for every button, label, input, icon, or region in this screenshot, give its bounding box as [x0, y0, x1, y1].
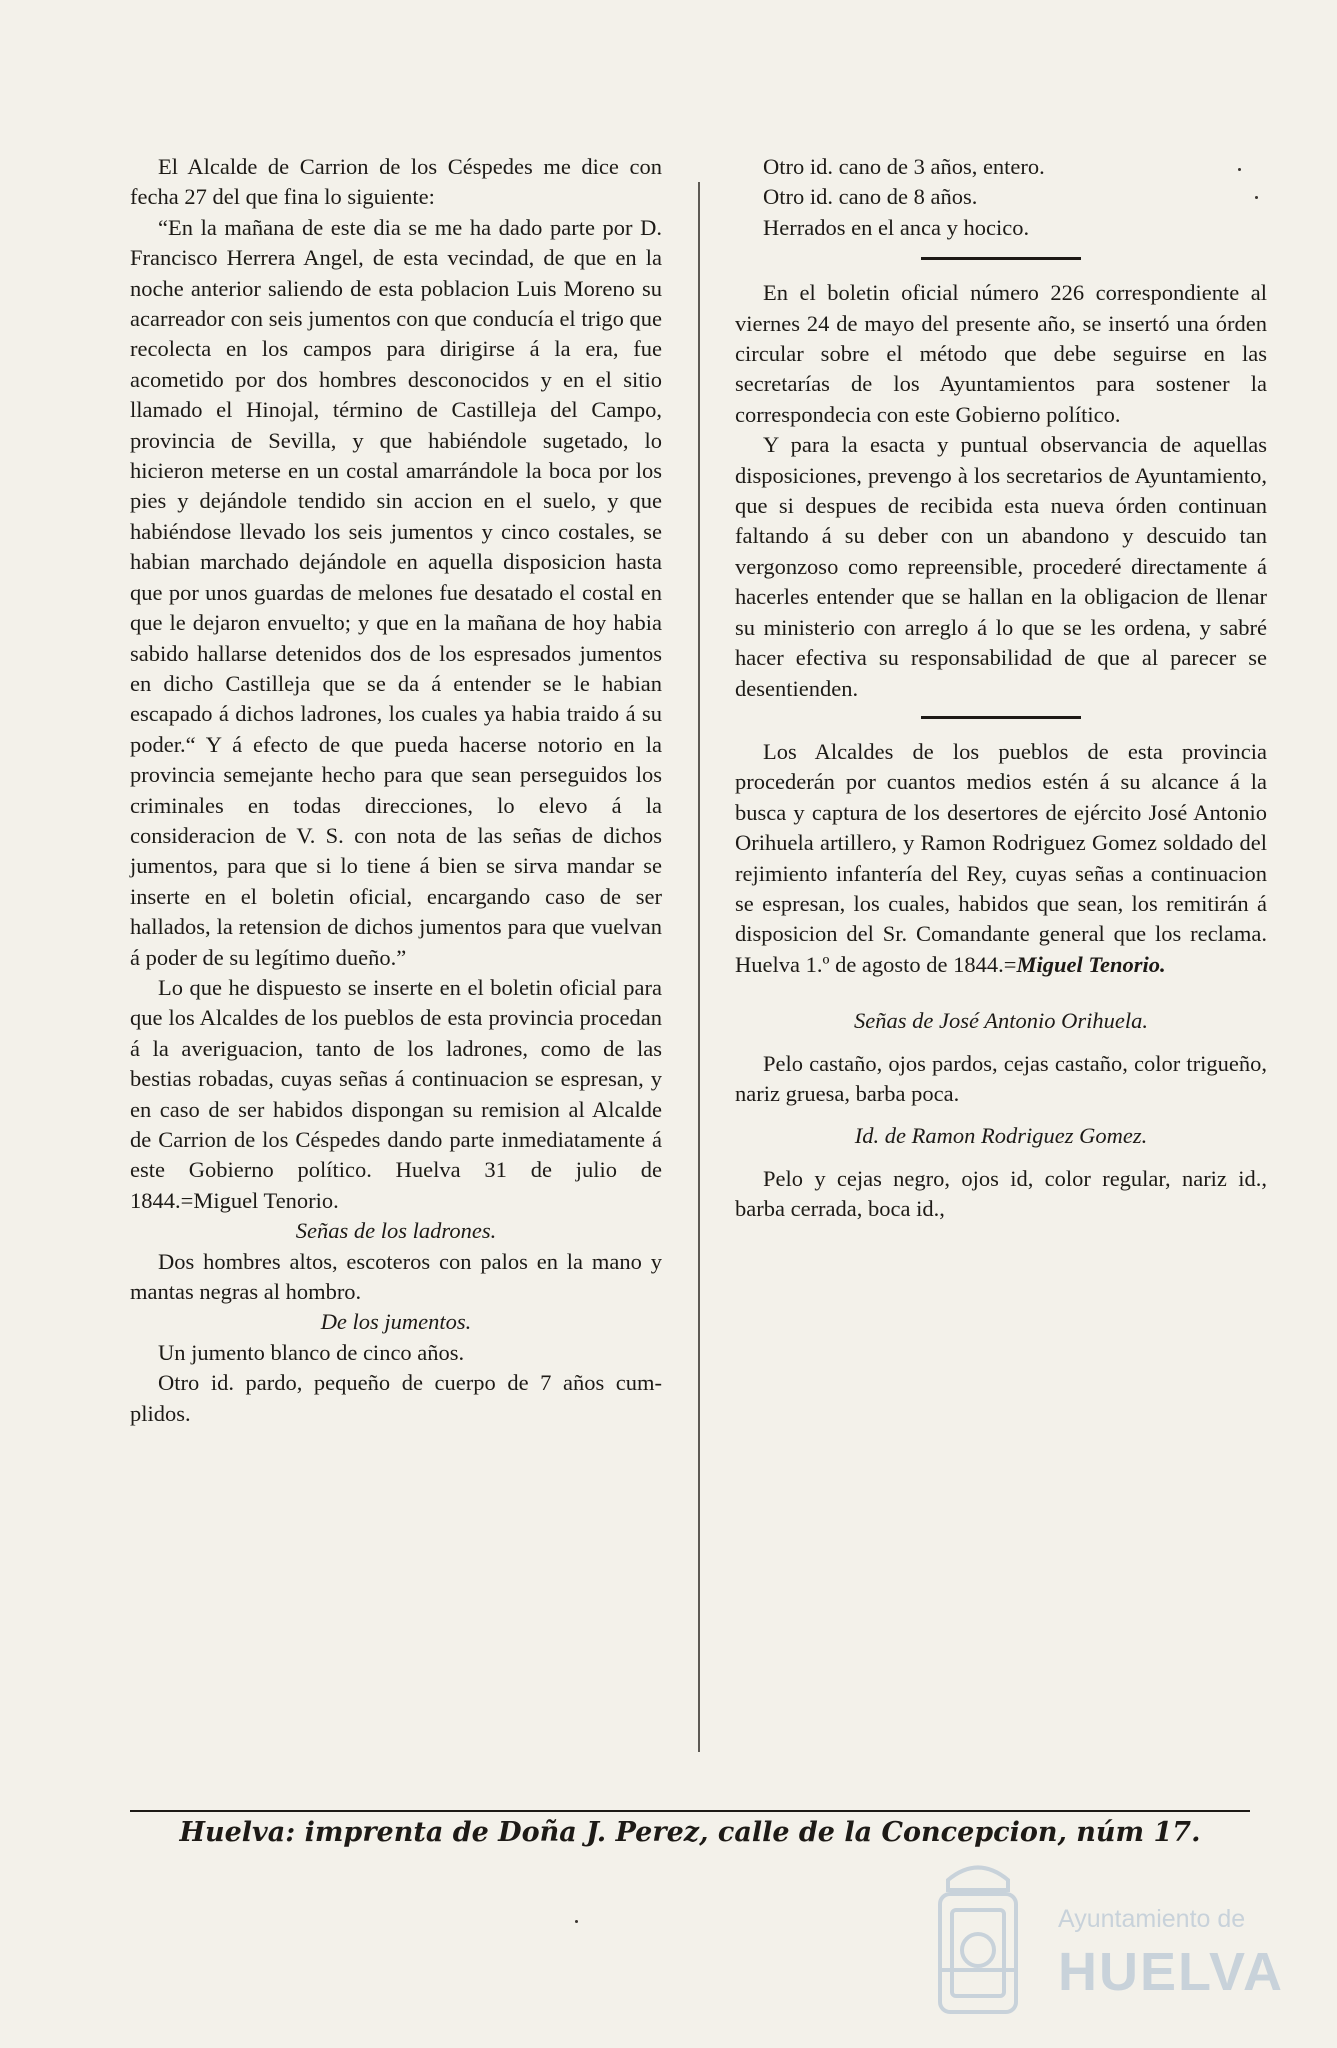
- heading-donkeys: De los jumentos.: [320, 1309, 472, 1335]
- branding-note: Herrados en el anca y hocico.: [763, 214, 1030, 240]
- printer-imprint: Huelva: imprenta de Doña J. Perez, calle de la Concepcion, núm 17.: [179, 1817, 1201, 1848]
- heading-thieves: Señas de los ladrones.: [295, 1218, 497, 1244]
- archive-watermark: [918, 1845, 1284, 2045]
- donkey-item: Otro id. cano de 3 años, entero.: [763, 154, 1045, 179]
- heading-rodriguez: Id. de Ramon Rodriguez Gomez.: [854, 1123, 1148, 1149]
- donkey-item: Un jumento blanco de cinco años.: [158, 1339, 465, 1365]
- donkey-item: Otro id. pardo, pequeño de cuerpo de 7 años cum-plidos.: [130, 1370, 662, 1426]
- orihuela-description: Pelo castaño, ojos pardos, cejas castaño, color trigueño, nariz gruesa, barba poca.: [735, 1050, 1267, 1106]
- paper-speck: [1255, 196, 1258, 199]
- governor-order: Lo que he dispuesto se inserte en el boletin oficial para que los Alcaldes de los pueblos de esta provincia procedan á la averiguacion, tanto de los ladrones, como de las bestias robadas, cuyas señas á continuacion se espresan, y en caso de ser habidos dispongan su remision al Alcalde de Carrion de los Céspedes dando parte inmediatamente á este Gobierno político. Huelva 31 de julio de 1844.=Miguel Tenorio.: [130, 974, 662, 1213]
- coat-of-arms-icon: [918, 1850, 1038, 2040]
- section-rule: [921, 257, 1081, 260]
- paper-speck: [575, 1920, 578, 1923]
- donkey-item: Otro id. cano de 8 años.: [763, 184, 978, 210]
- right-column: [735, 152, 1267, 1225]
- deserters-signature: Miguel Tenorio.: [1016, 951, 1166, 977]
- section-rule: [921, 716, 1081, 719]
- boletin-paragraph: En el boletin oficial número 226 correspondiente al viernes 24 de mayo del presente año, se insertó una órden circular sobre el método que debe seguirse en las secretarías de los Ayuntamientos para sostener la correspondecia con este Gobierno político.: [735, 280, 1267, 427]
- paper-speck: [1238, 168, 1241, 171]
- deserters-text: Los Alcaldes de los pueblos de esta provincia procederán por cuantos medios estén á su alcance á la busca y captura de los desertores de ejército José Antonio Orihuela artillero, y Ramon Rodriguez Gomez soldado del rejimiento infantería del Rey, cuyas señas a continuacion se espresan, los cuales, habidos que sean, los remitirán á disposicion del Sr. Comandante general que los reclama. Huelva 1.º de agosto de 1844.=: [735, 738, 1267, 977]
- deserters-paragraph: [735, 737, 1267, 980]
- rodriguez-description: Pelo y cejas negro, ojos id, color regular, nariz id., barba cerrada, boca id.,: [735, 1165, 1267, 1222]
- column-divider: [698, 182, 700, 1752]
- left-column: [130, 152, 662, 1429]
- secretaries-paragraph: Y para la esacta y puntual observancia de aquellas disposiciones, prevengo à los secretarios de Ayuntamiento, que si despues de recibida esta nueva órden continuan faltando á su deber con un abandono y descuido tan vergonzoso como repreensible, procederé directamente á hacerles entender que se hallan en la obligacion de llenar su ministerio con arreglo á lo que se les ordena, y sabré hacer efectiva su responsabilidad de que al parecer se desentienden.: [735, 432, 1267, 701]
- quoted-report: “En la mañana de este dia se me ha dado parte por D. Francisco Herrera Angel, de esta vecindad, de que en la noche anterior saliendo de esta poblacion Luis Moreno su acarreador con seis jumentos con que conducía el trigo que recolecta en los campos para dirigirse á la era, fue acometido por dos hombres desconocidos y en el sitio llamado el Hinojal, término de Castilleja del Campo, provincia de Sevilla, y que habiéndole sugetado, lo hicieron meterse en un costal amarrándole la boca por los pies y dejándole tendido sin accion en el suelo, y que habiéndose llevado los seis jumentos y cinco costales, se habian marchado dejándole en aquella disposicion hasta que por unos guardas de melones fue desatado el costal en que le dejaron envuelto; y que en la mañana de hoy habia sabido hallarse detenidos dos de los espresados jumentos en dicho Castilleja que se da á entender se le habian escapado á dichos ladrones, los cuales ya habia traido á su poder.“ Y á efecto de que pueda hacerse notorio en la provincia semejante hecho para que sean perseguidos los criminales en todas direcciones, lo elevo á la consideracion de V. S. con nota de las señas de dichos jumentos, para que si lo tiene á bien se sirva mandar se inserte en el boletin oficial, encargando caso de ser hallados, la retension de dichos jumentos para que vuelvan á poder de su legítimo dueño.”: [130, 214, 662, 970]
- intro-paragraph: El Alcalde de Carrion de los Céspedes me dice con fecha 27 del que fina lo siguiente:: [130, 154, 662, 210]
- heading-orihuela: Señas de José Antonio Orihuela.: [854, 1008, 1148, 1034]
- watermark-line1: Ayuntamiento de: [1058, 1905, 1246, 1933]
- thieves-description: Dos hombres altos, escoteros con palos en la mano y mantas negras al hombro.: [130, 1248, 662, 1305]
- watermark-line2: HUELVA: [1058, 1942, 1284, 2002]
